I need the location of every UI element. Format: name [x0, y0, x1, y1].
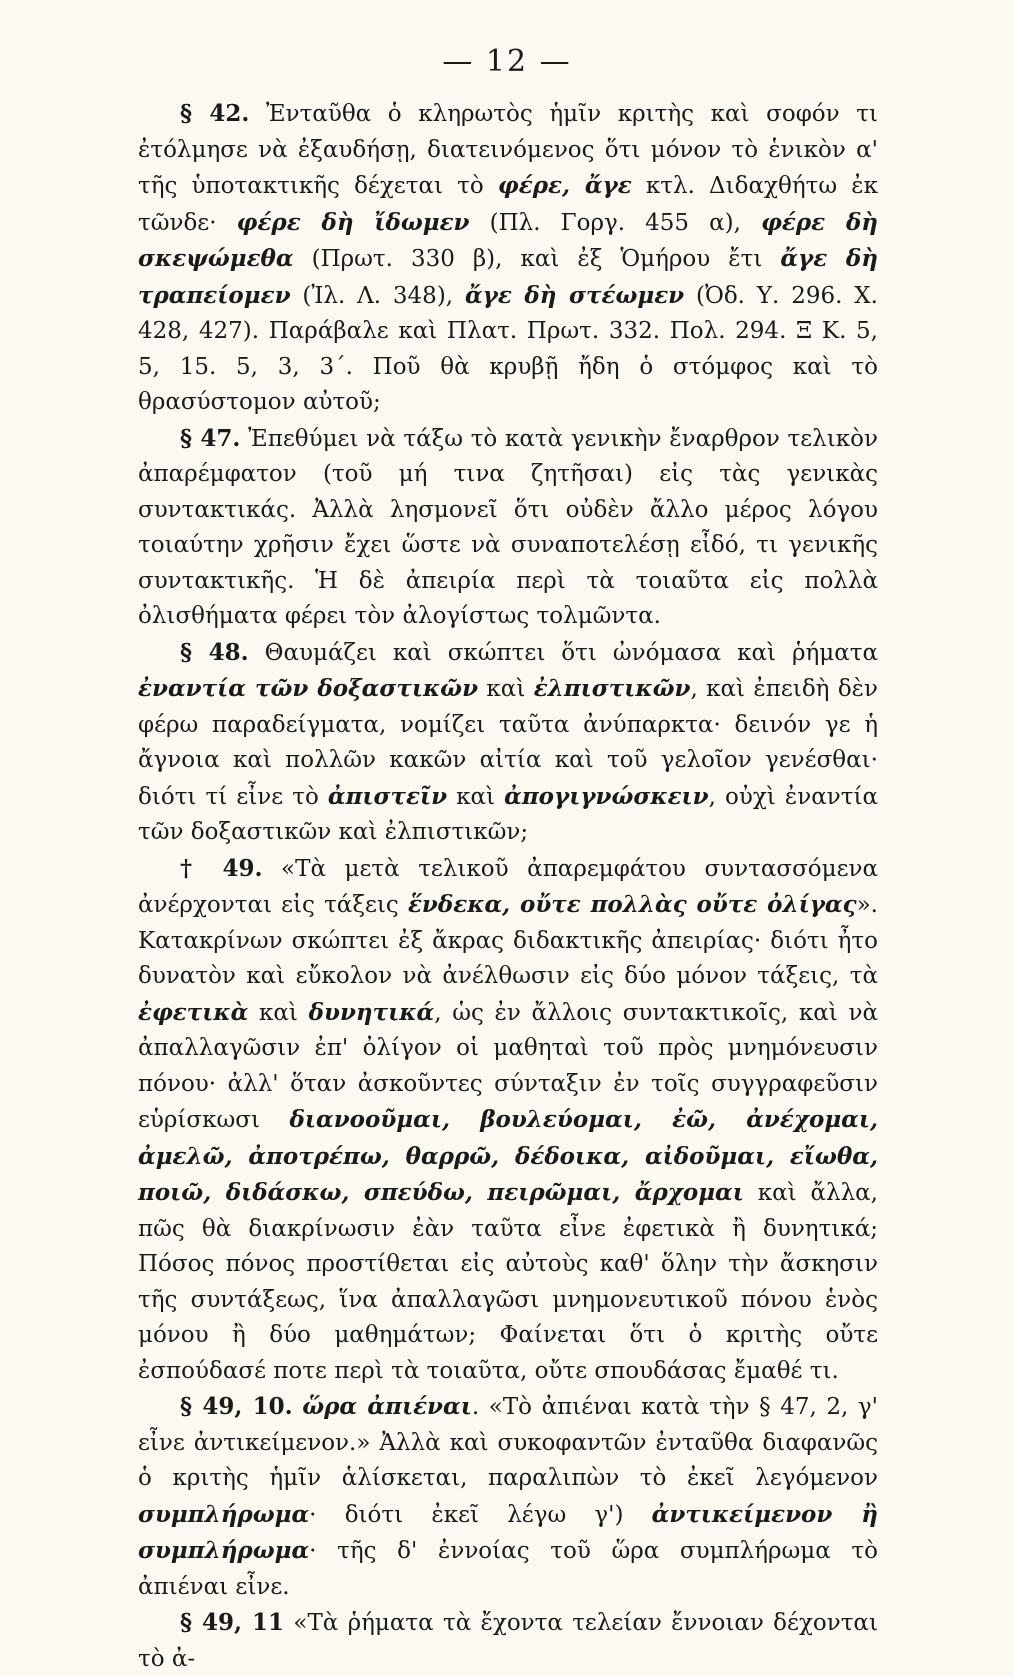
page-text — [138, 96, 878, 1677]
text-run: Ἐπεθύμει νὰ τάξω τὸ κατὰ γενικὴν ἔναρθρον τελικὸν ἀπαρέμφατον (τοῦ μή τινα ζητῆσαι) εἰς τὰς γενικὰς συντακτικάς. Ἀλλὰ λησμονεῖ ὅτι οὐδὲν ἄλλο μέρος λόγου τοιαύτην χρῆσιν ἔχει ὥστε νὰ συναποτελέσῃ εἶδό, τι γενικῆς συντακτικῆς. Ἡ δὲ ἀπειρία περὶ τὰ τοιαῦτα εἰς πολλὰ ὀλισθήματα φέρει τὸν ἀλογίστως τολμῶντα. — [138, 425, 878, 629]
emphasized-text: διανοοῦμαι, βουλεύομαι, ἐῶ, ἀνέχομαι, ἀμελῶ, ἀποτρέπω, θαρρῶ, δέδοικα, αἰδοῦμαι, εἴωθα, ποιῶ, διδάσκω, σπεύδω, πειρῶμαι, ἄρχομαι — [138, 1106, 879, 1206]
emphasized-text: ὥρα ἀπιέναι — [302, 1393, 472, 1420]
emphasized-text: ἐλπιστικῶν — [533, 675, 691, 702]
text-run: (Πρωτ. 330 β), καὶ ἐξ Ὁμήρου ἔτι — [293, 246, 781, 272]
text-run: καὶ — [478, 676, 534, 702]
section-number: § 47. — [180, 424, 241, 452]
text-run: κτλ. Διδαχθήτω ἐκ τῶνδε· — [138, 173, 878, 236]
text-run: . «Τὸ ἀπιέναι κατὰ τὴν § 47, 2, γ' εἶνε ἀντικείμενον.» Ἀλλὰ καὶ συκοφαντῶν ἐνταῦθα διαφανῶς ὁ κριτὴς ἡμῖν ἁλίσκεται, παραλιπὼν τὸ ἐκεῖ λεγόμενον — [138, 1394, 879, 1491]
section-number: † 49. — [180, 854, 263, 882]
text-run: · τῆς δ' ἐννοίας τοῦ ὥρα συμπλήρωμα τὸ ἀπιέναι εἶνε. — [138, 1538, 878, 1600]
emphasized-text: ἀπογιγνώσκειν — [504, 782, 709, 810]
emphasized-text: συμπλήρωμα — [138, 1500, 310, 1528]
text-run: (Ὀδ. Υ. 296. Χ. 428, 427). Παράβαλε καὶ Πλατ. Πρωτ. 332. Πολ. 294. Ξ Κ. 5, 5, 15. 5, 3, 3΄. Ποῦ θὰ κρυβῇ ἤδη ὁ στόμφος καὶ τὸ θρασύστομον αὐτοῦ; — [138, 282, 878, 415]
section-number: § 49, 11 — [180, 1609, 285, 1636]
paragraph-48 — [138, 635, 878, 851]
text-run: Θαυμάζει καὶ σκώπτει ὅτι ὠνόμασα καὶ ῥήματα — [248, 639, 878, 666]
emphasized-text: ἀπιστεῖν — [327, 782, 448, 810]
section-number: § 49, 10. — [180, 1393, 293, 1420]
text-run — [293, 1394, 303, 1420]
emphasized-text: φέρε, ἄγε — [497, 172, 632, 199]
section-number: § 48. — [180, 638, 249, 666]
paragraph-49-10 — [138, 1389, 878, 1605]
emphasized-text: φέρε δὴ ἴδωμεν — [236, 208, 470, 236]
text-run: (Ἰλ. Λ. 348), — [290, 282, 465, 309]
emphasized-text: φέρε δὴ σκεψώμεθα — [138, 208, 879, 272]
paragraph-49 — [138, 851, 878, 1390]
text-run: · διότι ἐκεῖ λέγω γ') — [309, 1501, 652, 1528]
text-run: ». Κατακρίνων σκώπτει ἐξ ἄκρας διδακτικῆς ἀπειρίας· διότι ἦτο δυνατὸν καὶ εὔκολον νὰ ἀνέλθωσιν εἰς δύο μόνον τάξεις, τὰ — [138, 892, 878, 989]
text-run: καὶ — [248, 999, 309, 1026]
emphasized-text: δυνητικά — [308, 998, 435, 1026]
text-run: Ἐνταῦθα ὁ κληρωτὸς ἡμῖν κριτὴς καὶ σοφόν τι ἐτόλμησε νὰ ἐξαυδήσῃ, διατεινόμενος ὅτι μόνον τὸ ἑνικὸν α' τῆς ὑποτακτικῆς δέχεται τὸ — [138, 101, 878, 199]
emphasized-text: ἀντικείμενον ἢ συμπλήρωμα — [138, 1500, 878, 1564]
text-run: καὶ — [447, 783, 505, 810]
section-number: § 42. — [180, 100, 250, 127]
paragraph-42 — [138, 96, 878, 421]
emphasized-text: ἄγε δὴ στέωμεν — [464, 281, 685, 309]
text-run: καὶ ἄλλα, πῶς θὰ διακρίνωσιν ἐὰν ταῦτα εἶνε ἐφετικὰ ἢ δυνητικά; Πόσος πόνος προστίθεται εἰς αὐτοὺς καθ' ὅλην τὴν ἄσκησιν τῆς συντάξεως, ἵνα ἀπαλλαγῶσι μνημονευτικοῦ πόνου ἑνὸς μόνου ἢ δύο μαθημάτων; Φαίνεται ὅτι ὁ κριτὴς οὔτε ἐσπούδασέ ποτε περὶ τὰ τοιαῦτα, οὔτε σπουδάσας ἔμαθέ τι. — [138, 1180, 878, 1384]
emphasized-text: ἐφετικὰ — [138, 998, 249, 1026]
emphasized-text: ἄγε δὴ τραπείομεν — [138, 245, 878, 309]
text-run: , οὐχὶ ἐναντία τῶν δοξαστικῶν καὶ ἐλπιστικῶν; — [138, 783, 878, 845]
text-run: , καὶ ἐπειδὴ δὲν φέρω παραδείγματα, νομίζει ταῦτα ἀνύπαρκτα· δεινόν γε ἡ ἄγνοια καὶ πολλῶν κακῶν αἰτία καὶ τοῦ γελοῖον γενέσθαι· διότι τί εἶνε τὸ — [138, 676, 878, 810]
text-run: «Τὰ ῥήματα τὰ ἔχοντα τελείαν ἔννοιαν δέχονται τὸ ἀ- — [138, 1610, 878, 1672]
emphasized-text: ἕνδεκα, οὔτε πολλὰς οὔτε ὀλίγας — [407, 891, 857, 918]
text-run: «Τὰ μετὰ τελικοῦ ἀπαρεμφάτου συντασσόμενα ἀνέρχονται εἰς τάξεις — [138, 855, 878, 918]
text-run: (Πλ. Γοργ. 455 α), — [469, 209, 762, 236]
text-run: , ὡς ἐν ἄλλοις συντακτικοῖς, καὶ νὰ ἀπαλλαγῶσιν ἐπ' ὀλίγον οἱ μαθηταὶ τοῦ πρὸς μνημόνευσιν πόνου· ἀλλ' ὅταν ἀσκοῦντες σύνταξιν ἐν τοῖς συγγραφεῦσιν εὑρίσκωσι — [138, 999, 878, 1133]
paragraph-47 — [138, 421, 878, 635]
emphasized-text: ἐναντία τῶν δοξαστικῶν — [138, 675, 479, 702]
paragraph-49-11 — [138, 1605, 878, 1677]
page-number: — 12 — — [442, 44, 572, 79]
